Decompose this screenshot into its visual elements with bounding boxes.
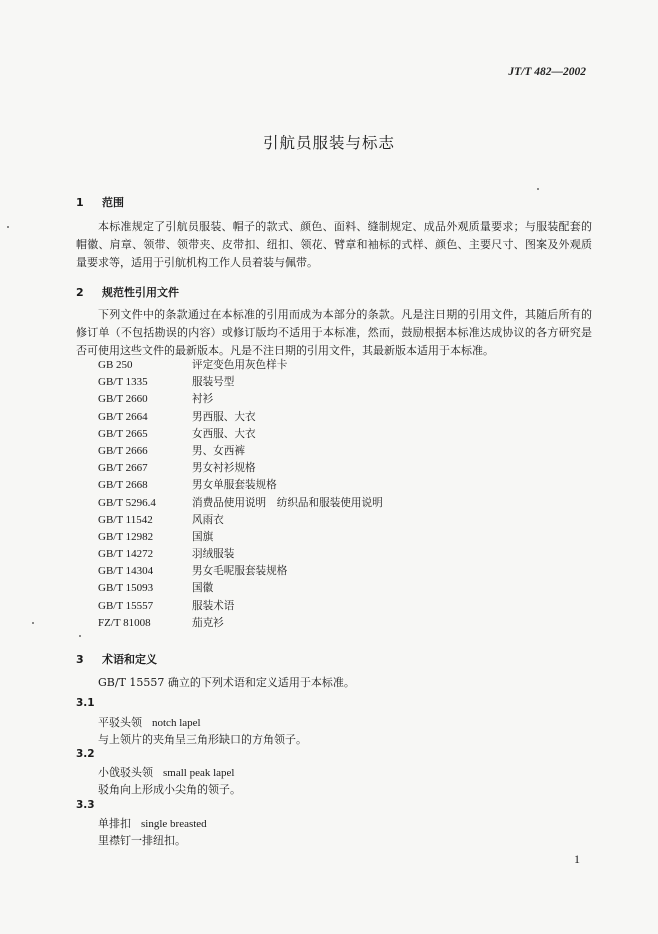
reference-code: GB/T 2665 bbox=[98, 427, 148, 440]
reference-row bbox=[98, 374, 498, 391]
reference-code: GB/T 2667 bbox=[98, 462, 148, 475]
scope-paragraph: 本标准规定了引航员服装、帽子的款式、颜色、面料、缝制规定、成品外观质量要求；与服装配套的帽徽、肩章、领带、领带夹、皮带扣、纽扣、领花、臂章和袖标的式样、颜色、主要尺寸、图案及外观质量要求等，适用于引航机构工作人员着装与佩带。 bbox=[76, 220, 592, 269]
reference-name: 评定变色用灰色样卡 bbox=[192, 359, 288, 371]
reference-row bbox=[98, 495, 498, 512]
reference-name: 男西服、大衣 bbox=[192, 410, 256, 423]
reference-row bbox=[98, 563, 498, 580]
reference-name: 男、女西裤 bbox=[192, 444, 245, 457]
term-definition: 里襟钉一排纽扣。 bbox=[98, 834, 186, 847]
section-title: 规范性引用文件 bbox=[102, 286, 179, 299]
reference-code: GB/T 2668 bbox=[98, 479, 148, 492]
page-number: 1 bbox=[574, 852, 580, 866]
clause-number: 3.2 bbox=[76, 748, 95, 760]
reference-name: 男女衬衫规格 bbox=[192, 462, 256, 475]
reference-name: 羽绒服装 bbox=[192, 548, 235, 561]
reference-code: GB/T 14272 bbox=[98, 548, 154, 561]
section-number: 3 bbox=[76, 653, 84, 666]
scan-speck bbox=[537, 188, 539, 190]
reference-row bbox=[98, 460, 498, 477]
reference-name: 国徽 bbox=[192, 582, 214, 595]
reference-name: 男女单服套装规格 bbox=[192, 479, 277, 492]
reference-name: 服装术语 bbox=[192, 599, 235, 612]
term-zh: 小戗驳头领 bbox=[98, 766, 153, 779]
reference-code: GB/T 5296.4 bbox=[98, 496, 156, 509]
reference-code: FZ/T 81008 bbox=[98, 616, 151, 629]
reference-code: GB 250 bbox=[98, 359, 133, 371]
section-number: 2 bbox=[76, 286, 84, 299]
reference-name: 男女毛呢服套装规格 bbox=[192, 565, 288, 578]
reference-name: 女西服、大衣 bbox=[192, 427, 256, 440]
reference-row bbox=[98, 580, 498, 597]
reference-row bbox=[98, 426, 498, 443]
reference-name: 风雨衣 bbox=[192, 513, 224, 526]
scan-speck bbox=[32, 622, 34, 624]
clause-number: 3.3 bbox=[76, 799, 95, 811]
reference-row bbox=[98, 391, 498, 408]
reference-list bbox=[98, 357, 498, 632]
section-number: 1 bbox=[76, 196, 84, 209]
standard-code: JT/T 482—2002 bbox=[508, 66, 586, 78]
reference-row bbox=[98, 357, 498, 374]
page-title: 引航员服装与标志 bbox=[262, 134, 395, 152]
reference-code: GB/T 2666 bbox=[98, 444, 148, 457]
terms-paragraph: GB/T 15557 确立的下列术语和定义适用于本标准。 bbox=[98, 676, 355, 689]
section-heading-scope bbox=[76, 194, 124, 210]
reference-row bbox=[98, 615, 498, 632]
section-heading-normative bbox=[76, 284, 179, 300]
reference-row bbox=[98, 409, 498, 426]
term-en: small peak lapel bbox=[163, 767, 235, 779]
clause-number: 3.1 bbox=[76, 697, 95, 709]
term-definition: 驳角向上形成小尖角的领子。 bbox=[98, 783, 241, 796]
reference-code: GB/T 2660 bbox=[98, 393, 148, 406]
reference-row bbox=[98, 512, 498, 529]
reference-row bbox=[98, 546, 498, 563]
term-en: notch lapel bbox=[152, 717, 201, 729]
reference-name: 国旗 bbox=[192, 530, 214, 543]
reference-name: 茄克衫 bbox=[192, 616, 224, 629]
term-zh: 平驳头领 bbox=[98, 716, 142, 729]
reference-row bbox=[98, 443, 498, 460]
reference-code: GB/T 12982 bbox=[98, 530, 154, 543]
term-title bbox=[98, 764, 234, 780]
reference-code: GB/T 1335 bbox=[98, 376, 148, 389]
term-title bbox=[98, 815, 207, 831]
term-en: single breasted bbox=[141, 818, 207, 830]
reference-code: GB/T 11542 bbox=[98, 513, 153, 526]
reference-row bbox=[98, 529, 498, 546]
reference-code: GB/T 15093 bbox=[98, 582, 154, 595]
reference-code: GB/T 15557 bbox=[98, 599, 154, 612]
term-zh: 单排扣 bbox=[98, 817, 131, 830]
term-title bbox=[98, 714, 201, 730]
scan-speck bbox=[79, 635, 81, 637]
normative-paragraph: 下列文件中的条款通过在本标准的引用而成为本部分的条款。凡是注日期的引用文件，其随后所有的修订单（不包括勘误的内容）或修订版均不适用于本标准，然而，鼓励根据本标准达成协议的各方研究是否可使用这些文件的最新版本。凡是不注日期的引用文件，其最新版本适用于本标准。 bbox=[76, 308, 592, 357]
section-title: 范围 bbox=[102, 196, 124, 209]
reference-row bbox=[98, 598, 498, 615]
section-heading-terms bbox=[76, 651, 157, 667]
section-title: 术语和定义 bbox=[102, 653, 157, 666]
term-definition: 与上领片的夹角呈三角形缺口的方角领子。 bbox=[98, 733, 307, 746]
reference-row bbox=[98, 477, 498, 494]
reference-code: GB/T 14304 bbox=[98, 565, 154, 578]
reference-name: 衬衫 bbox=[192, 393, 214, 406]
scan-speck bbox=[7, 226, 9, 228]
reference-code: GB/T 2664 bbox=[98, 410, 148, 423]
reference-name: 消费品使用说明 纺织品和服装使用说明 bbox=[192, 496, 383, 509]
reference-name: 服装号型 bbox=[192, 376, 235, 389]
